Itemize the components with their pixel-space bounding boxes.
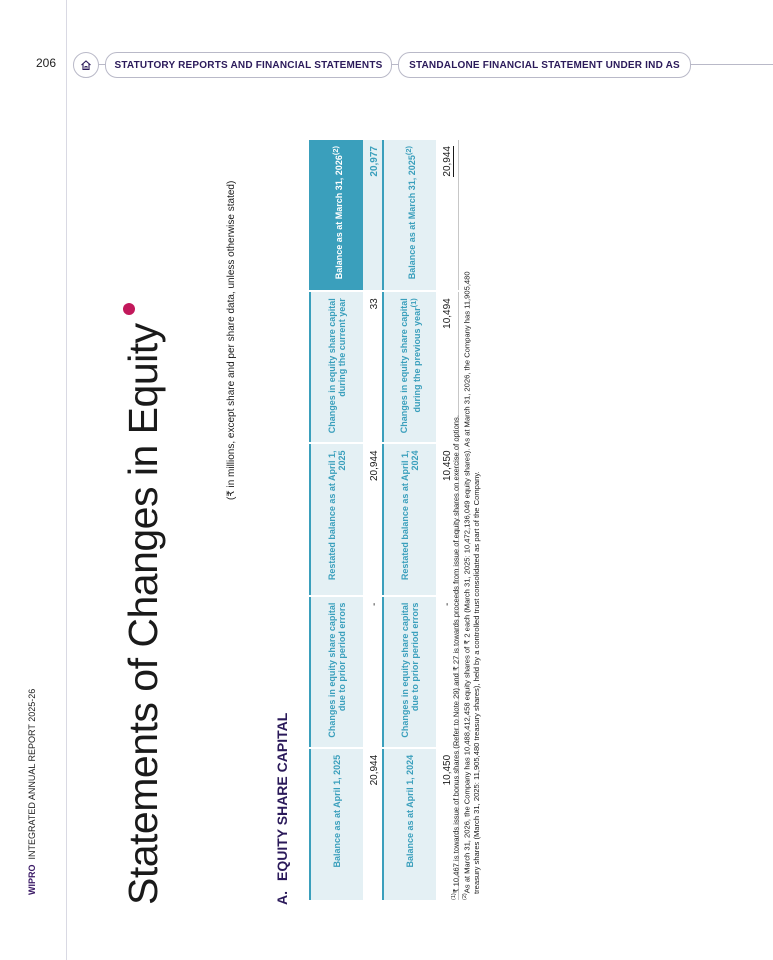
column-header: Changes in equity share capital due to prior period errors — [383, 596, 436, 748]
table-cell: 10,450 — [436, 748, 459, 900]
table-cell: 10,450 — [436, 443, 459, 595]
units-note: (₹ in millions, except share and per share data, unless otherwise stated) — [226, 180, 237, 500]
column-header: Balance as at April 1, 2025 — [310, 748, 363, 900]
table-header-row — [383, 139, 436, 900]
column-header: Restated balance as at April 1, 2025 — [310, 443, 363, 595]
equity-table-current-year — [309, 138, 386, 900]
footnote-2-continued — [472, 130, 482, 900]
column-header-text: Balance as at March 31, 2025 — [406, 155, 417, 280]
footnote-marker: (1) — [451, 893, 457, 900]
column-header: Changes in equity share capital due to prior period errors — [310, 596, 363, 748]
header-connector — [689, 64, 773, 65]
column-header: Restated balance as at April 1, 2024 — [383, 443, 436, 595]
footnote-ref: (2) — [330, 146, 340, 156]
table-cell: - — [436, 596, 459, 748]
rotated-content — [120, 130, 490, 905]
home-button[interactable] — [73, 52, 99, 78]
column-header-text: Balance as at March 31, 2026 — [333, 155, 344, 280]
section-title: EQUITY SHARE CAPITAL — [274, 712, 290, 881]
table-cell: 20,944 — [363, 748, 386, 900]
footnote-1 — [450, 130, 461, 900]
table-cell-highlight: 20,977 — [363, 139, 386, 291]
column-header-text: Changes in equity share capital during the previous year — [398, 298, 422, 434]
table-cell-value: 20,944 — [441, 146, 453, 177]
brand-name: WIPRO — [27, 864, 37, 895]
title-dot — [123, 303, 135, 315]
footnote-text: treasury shares (March 31, 2025: 11,905,480 treasury shares), held by a controlled trust consolidated as part of the Company. — [472, 471, 482, 894]
report-name: INTEGRATED ANNUAL REPORT 2025-26 — [27, 688, 37, 860]
table-cell: - — [363, 596, 386, 748]
footnote-text: ₹ 10,467 is towards issue of bonus shares (Refer to Note 29) and ₹ 27 is towards proceeds from issue of equity shares on exercise of options. — [451, 415, 461, 894]
margin-rule — [66, 0, 67, 960]
column-header — [383, 291, 436, 443]
column-header — [383, 139, 436, 291]
page-title-text: Statements of Changes in Equity — [120, 323, 166, 905]
page-title — [120, 303, 167, 905]
section-heading — [274, 703, 290, 905]
side-report-label — [27, 689, 37, 895]
table-cell: 10,494 — [436, 291, 459, 443]
footnotes — [450, 130, 482, 900]
page-number: 206 — [36, 56, 57, 70]
footnote-2 — [461, 130, 472, 900]
footnote-ref: (2) — [403, 146, 413, 156]
breadcrumb-standalone-statement[interactable]: STANDALONE FINANCIAL STATEMENT UNDER IND AS — [398, 52, 691, 78]
column-header: Balance as at April 1, 2024 — [383, 748, 436, 900]
table-cell: 33 — [363, 291, 386, 443]
breadcrumb-statutory-reports[interactable]: STATUTORY REPORTS AND FINANCIAL STATEMENTS — [105, 52, 392, 78]
equity-table-previous-year — [382, 138, 459, 900]
footnote-text: As at March 31, 2026, the Company has 10,488,412,458 equity shares of ₹ 2 each (March 31, 2025: 10,472,136,049 equity shares). As at March 31, 2026, the Company has 11,905,480 — [462, 271, 472, 894]
footnote-marker: (2) — [462, 893, 469, 900]
home-icon — [80, 59, 92, 71]
footnote-ref: (1) — [408, 298, 418, 308]
table-header-row — [310, 139, 363, 900]
column-header-highlight — [310, 139, 363, 291]
column-header: Changes in equity share capital during the current year — [310, 291, 363, 443]
table-cell: 20,944 — [363, 443, 386, 595]
section-letter: A. — [274, 891, 290, 905]
